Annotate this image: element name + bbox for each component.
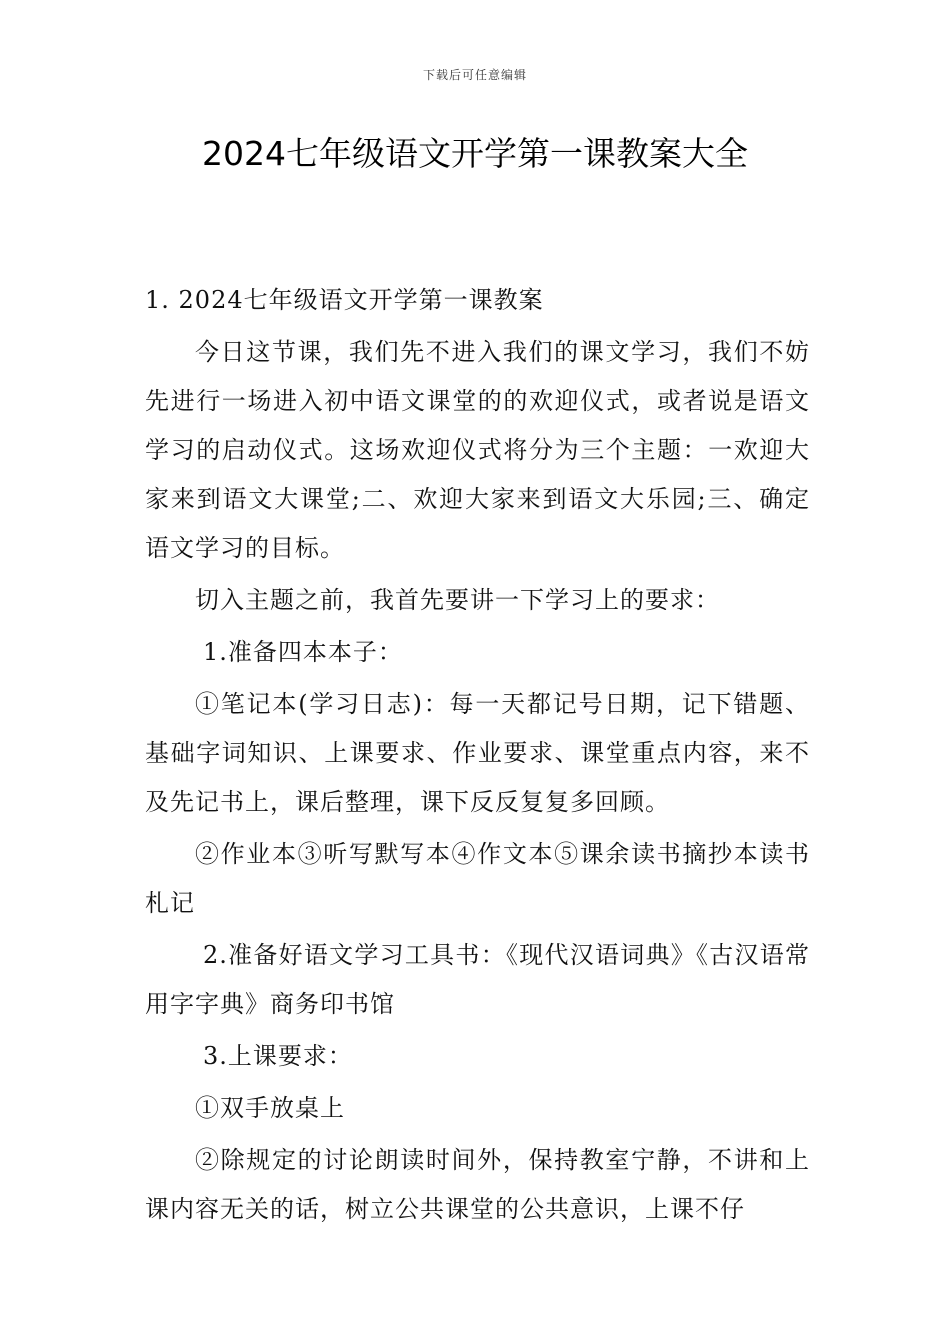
paragraph-notebook-list: ②作业本③听写默写本④作文本⑤课余读书摘抄本读书札记 (145, 840, 810, 917)
document-body (145, 276, 810, 1237)
header-note: 下载后可任意编辑 (422, 68, 527, 82)
section-heading: 1. 2024七年级语文开学第一课教案 (145, 286, 544, 314)
paragraph-rule-hands: ①双手放桌上 (195, 1094, 345, 1122)
paragraph-rule-quiet: ②除规定的讨论朗读时间外，保持教室宁静，不讲和上课内容无关的话，树立公共课堂的公共意识，上课不仔 (145, 1146, 810, 1223)
paragraph-intro: 今日这节课，我们先不进入我们的课文学习，我们不妨先进行一场进入初中语文课堂的的欢迎仪式，或者说是语文学习的启动仪式。这场欢迎仪式将分为三个主题：一欢迎大家来到语文大课堂;二、欢迎大家来到语文大乐园;三、确定语文学习的目标。 (145, 338, 810, 562)
paragraph-item-notebooks: 1.准备四本本子： (203, 638, 403, 666)
document-title: 2024七年级语文开学第一课教案大全 (202, 134, 748, 173)
paragraph-item-class-rules: 3.上课要求： (203, 1042, 353, 1070)
paragraph-item-reference-books: 2.准备好语文学习工具书：《现代汉语词典》《古汉语常用字字典》商务印书馆 (145, 941, 810, 1018)
paragraph-requirements-lead: 切入主题之前，我首先要讲一下学习上的要求： (195, 586, 720, 614)
paragraph-notebook-detail: ①笔记本(学习日志)：每一天都记号日期，记下错题、基础字词知识、上课要求、作业要求、课堂重点内容，来不及先记书上，课后整理，课下反反复复多回顾。 (145, 690, 810, 816)
